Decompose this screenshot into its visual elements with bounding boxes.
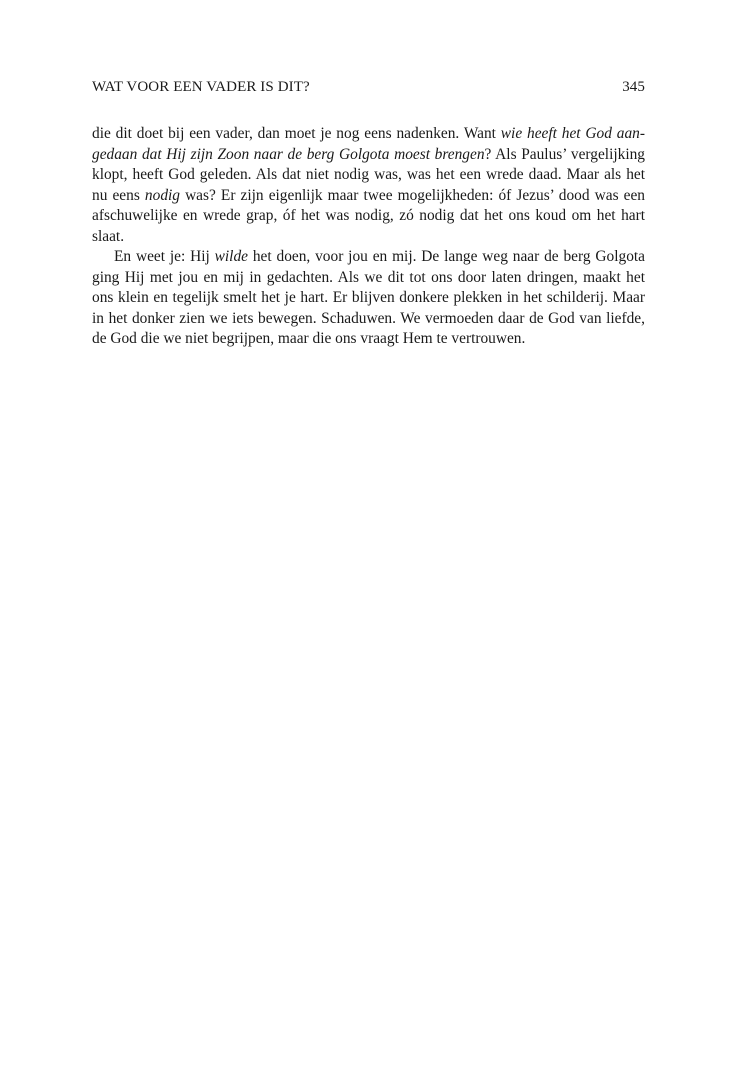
- text-run: het doen, voor jou en mij. De lange weg naar de berg Golgota: [247, 248, 645, 265]
- italic-text-run: nodig: [144, 186, 180, 204]
- paragraph-2-line-1: [92, 247, 645, 268]
- running-head: [92, 76, 645, 98]
- text-run: nu eens: [92, 186, 145, 204]
- italic-text-run: gedaan dat Hij zijn Zoon naar de berg Golgota moest brengen: [92, 145, 485, 163]
- paragraph-1-line-6: slaat.: [92, 227, 125, 245]
- paragraph-1-line-2: [92, 145, 645, 166]
- paragraph-2-line-4: in het donker zien we iets bewegen. Schaduwen. We vermoeden daar de God van liefde,: [92, 309, 645, 327]
- paragraph-2-line-5: de God die we niet begrijpen, maar die ons vraagt Hem te vertrouwen.: [92, 330, 526, 347]
- paragraph-1-line-3: klopt, heeft God geleden. Als dat niet nodig was, was het een wrede daad. Maar als het: [92, 166, 645, 183]
- paragraph-1-line-1: [92, 124, 645, 145]
- running-head-title: WAT VOOR EEN VADER IS DIT?: [92, 79, 310, 95]
- paragraph-1-line-4: [92, 186, 645, 207]
- book-page: [92, 76, 645, 350]
- text-run: was? Er zijn eigenlijk maar twee mogelijkheden: óf Jezus’ dood was een: [179, 186, 645, 204]
- paragraph-2-line-3: ons klein en tegelijk smelt het je hart. Er blijven donkere plekken in het schilderij. Maar: [92, 289, 645, 306]
- italic-text-run: wie heeft het God aan-: [500, 125, 645, 142]
- text-run: ? Als Paulus’ vergelijking: [484, 145, 645, 163]
- paragraph-2: [92, 247, 645, 350]
- paragraph-1-line-5: afschuwelijke en wrede grap, óf het was nodig, zó nodig dat het ons koud om het hart: [92, 207, 645, 224]
- page-number: 345: [622, 79, 645, 95]
- body-text: [92, 124, 645, 350]
- italic-text-run: wilde: [214, 248, 248, 265]
- paragraph-2-line-2: ging Hij met jou en mij in gedachten. Als we dit tot ons door laten dringen, maakt het: [92, 268, 645, 286]
- text-run: En weet je: Hij: [114, 248, 215, 265]
- text-run: die dit doet bij een vader, dan moet je nog eens nadenken. Want: [92, 125, 501, 142]
- paragraph-1: [92, 124, 645, 247]
